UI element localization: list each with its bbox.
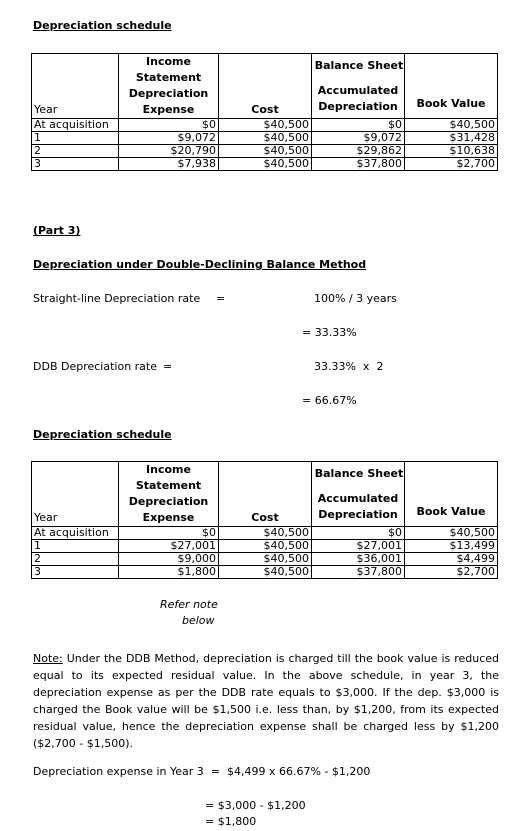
cell-expense: $9,072 <box>119 132 219 145</box>
cell-accum: $27,001 <box>312 540 405 553</box>
schedule2-title: Depreciation schedule <box>33 428 172 441</box>
cell-year: At acquisition <box>32 119 119 132</box>
cell-cost: $40,500 <box>219 553 312 566</box>
header-income-statement-label: Income Statement <box>135 55 202 84</box>
cell-expense: $7,938 <box>119 158 219 171</box>
header-income-statement <box>119 462 219 527</box>
cell-expense: $1,800 <box>119 566 219 579</box>
table-row <box>32 158 498 171</box>
ddb-rate-eq: = <box>163 360 173 373</box>
cell-accum: $37,800 <box>312 566 405 579</box>
cell-cost: $40,500 <box>219 566 312 579</box>
header-income-statement-label: Income Statement <box>135 463 202 492</box>
header-income-statement <box>119 54 219 119</box>
sl-rate-expr: 100% / 3 years <box>314 292 397 305</box>
table-row <box>32 540 498 553</box>
table-row <box>32 566 498 579</box>
ddb-rate-expr: 33.33% x 2 <box>314 360 384 373</box>
cell-expense: $20,790 <box>119 145 219 158</box>
cell-book: $10,638 <box>405 145 498 158</box>
cell-accum: $0 <box>312 527 405 540</box>
cell-year: 2 <box>32 145 119 158</box>
header-accum-dep-label: Accumulated Depreciation <box>317 492 399 521</box>
header-book-value: Book Value <box>405 462 498 527</box>
schedule2-table <box>31 461 498 579</box>
header-book-value: Book Value <box>405 54 498 119</box>
cell-book: $2,700 <box>405 158 498 171</box>
cell-cost: $40,500 <box>219 145 312 158</box>
calc-line2: = $3,000 - $1,200 <box>205 799 306 812</box>
header-balance-sheet: Balance Sheet <box>314 59 404 72</box>
cell-book: $4,499 <box>405 553 498 566</box>
note-label: Note: <box>33 652 63 665</box>
cell-cost: $40,500 <box>219 158 312 171</box>
calc-line1: Depreciation expense in Year 3 = $4,499 x 66.67% - $1,200 <box>33 765 371 778</box>
schedule1-table <box>31 53 498 171</box>
table-row <box>32 553 498 566</box>
sl-rate-result: = 33.33% <box>302 326 357 339</box>
cell-expense: $0 <box>119 527 219 540</box>
header-cost: Cost <box>219 54 312 119</box>
cell-accum: $29,862 <box>312 145 405 158</box>
cell-accum: $36,001 <box>312 553 405 566</box>
table-row <box>32 527 498 540</box>
schedule2-header-row <box>32 462 498 527</box>
header-accum-dep <box>312 462 405 527</box>
table-row <box>32 145 498 158</box>
refer-note-line2: below <box>182 614 215 627</box>
header-dep-expense: Depreciation Expense <box>128 87 209 116</box>
cell-book: $2,700 <box>405 566 498 579</box>
cell-expense: $27,001 <box>119 540 219 553</box>
header-cost: Cost <box>219 462 312 527</box>
part3-label: (Part 3) <box>33 224 81 237</box>
ddb-rate-label: DDB Depreciation rate <box>33 360 158 373</box>
ddb-title: Depreciation under Double-Declining Balance Method <box>33 258 367 271</box>
cell-year: 1 <box>32 132 119 145</box>
table-row <box>32 132 498 145</box>
ddb-rate-result: = 66.67% <box>302 394 357 407</box>
sl-rate-label: Straight-line Depreciation rate <box>33 292 201 305</box>
cell-accum: $9,072 <box>312 132 405 145</box>
cell-book: $13,499 <box>405 540 498 553</box>
cell-year: 3 <box>32 158 119 171</box>
cell-cost: $40,500 <box>219 527 312 540</box>
cell-accum: $0 <box>312 119 405 132</box>
cell-cost: $40,500 <box>219 132 312 145</box>
header-year: Year <box>32 462 119 527</box>
cell-year: 1 <box>32 540 119 553</box>
header-dep-expense: Depreciation Expense <box>128 495 209 524</box>
cell-cost: $40,500 <box>219 540 312 553</box>
cell-year: 3 <box>32 566 119 579</box>
cell-book: $31,428 <box>405 132 498 145</box>
note-paragraph <box>33 650 499 752</box>
cell-book: $40,500 <box>405 527 498 540</box>
cell-cost: $40,500 <box>219 119 312 132</box>
table-row <box>32 119 498 132</box>
cell-expense: $9,000 <box>119 553 219 566</box>
refer-note-line1: Refer note <box>160 598 218 611</box>
calc-line3: = $1,800 <box>205 815 257 828</box>
cell-year: At acquisition <box>32 527 119 540</box>
schedule1-title: Depreciation schedule <box>33 19 172 32</box>
cell-accum: $37,800 <box>312 158 405 171</box>
cell-expense: $0 <box>119 119 219 132</box>
sl-rate-eq: = <box>216 292 226 305</box>
schedule1-header-row <box>32 54 498 119</box>
cell-book: $40,500 <box>405 119 498 132</box>
note-text: Under the DDB Method, depreciation is charged till the book value is reduced equal to its expected residual value. In the above schedule, in year 3, the depreciation expense as per the DDB rate equals to $3,000. If the dep. $3,000 is charged the Book value will be $1,500 i.e. less than, by $1,200, from its expected residual value, hence the depreciation expense shall be charged less by $1,200 ($2,700 - $1,500). <box>33 652 499 750</box>
header-accum-dep <box>312 54 405 119</box>
header-balance-sheet: Balance Sheet <box>314 467 404 480</box>
header-accum-dep-label: Accumulated Depreciation <box>317 84 399 113</box>
header-year: Year <box>32 54 119 119</box>
cell-year: 2 <box>32 553 119 566</box>
